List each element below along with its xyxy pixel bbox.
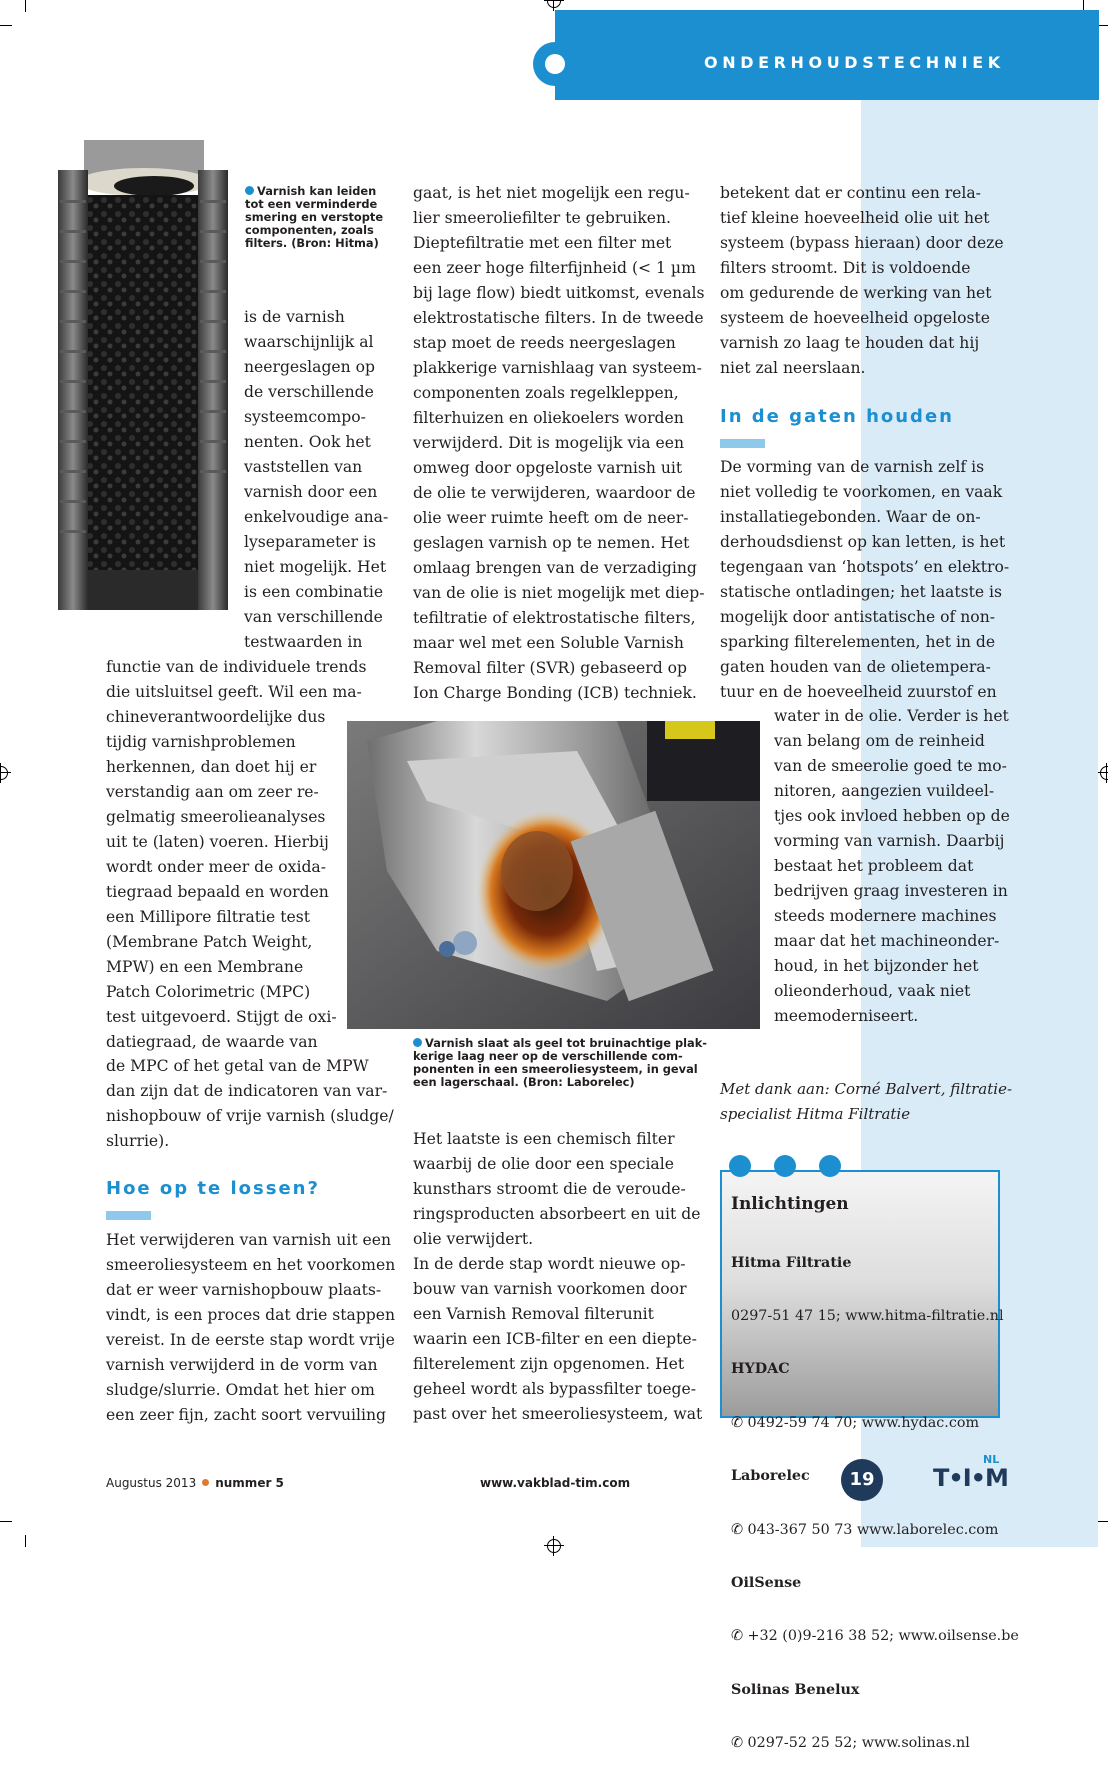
registration-mark (1100, 766, 1108, 780)
caption-text: Varnish slaat als geel tot bruinachtige plak- kerige laag neer op de verschillende com- ponenten in een smeeroliesysteem, in geval een lagerschaal. (Bron: Laborelec) (413, 1036, 708, 1089)
footer-website: www.vakblad-tim.com (480, 1476, 631, 1490)
info-company: HYDAC (731, 1361, 790, 1378)
header-dot (545, 54, 565, 74)
info-dot (819, 1155, 841, 1177)
registration-mark (547, 1539, 561, 1553)
caption-bullet (245, 186, 254, 195)
info-company: Hitma Filtratie (731, 1254, 852, 1271)
body-text: Het verwijderen van varnish uit een smeeroliesysteem en het voorkomen dat er weer varnishopbouw plaats- vindt, is een proces dat drie stappen vereist. In de eerste stap wordt vrije varnish verwijderd in de vorm van sludge/slurrie. Omdat het hier om een zeer fijn, zacht soort vervuiling (106, 1231, 396, 1424)
body-text: functie van de individuele trends die uitsluitsel geeft. Wil een ma- (106, 658, 367, 701)
body-text: gaat, is het niet mogelijk een regu- lier smeeroliefilter te gebruiken. Dieptefiltratie met een filter met een zeer hoge filterfijnheid (< 1 µm bij lage flow) biedt uitkomst, evenals elektrostatische filters. In de tweede stap moet de reeds neergeslagen plakkerige varnishlaag van systeem- componenten zoals regelkleppen, filterhuizen en oliekoelers worden verwijderd. Dit is mogelijk via een omweg door opgeloste varnish uit de olie te verwijderen, waardoor de olie weer ruimte heeft om de neer- geslagen varnish op te nemen. Het omlaag brengen van de verzadiging van de olie is niet mogelijk met diep- tefiltratie of elektrostatische filters, maar wel met een Soluble Varnish Removal filter (SVR) gebaseerd op Ion Charge Bonding (ICB) techniek. (413, 184, 705, 702)
info-contact: ✆ 0492-59 74 70; www.hydac.com (731, 1414, 980, 1431)
filter-photo (58, 140, 230, 618)
body-text: De vorming van de varnish zelf is niet volledig te voorkomen, en vaak installatiegebonden. Waar de on- derhoudsdienst op kan letten, is het tegengaan van ‘hotspots’ en elektro- statische ontladingen; het laatste is mogelijk door antistatische of non- sparking filterelementen, het in de gaten houden van de olietempera- tuur en de hoeveelheid zuurstof en (720, 458, 1010, 701)
section-heading: Hoe op te lossen? (106, 1178, 320, 1199)
footer-date: Augustus 2013 (106, 1476, 197, 1490)
section-title: ONDERHOUDSTECHNIEK (704, 53, 1005, 72)
footer-issue (106, 1476, 284, 1490)
info-company: Laborelec (731, 1468, 810, 1485)
heading-underline (720, 439, 765, 448)
body-text: betekent dat er continu een rela- tief kleine hoeveelheid olie uit het systeem (bypass hieraan) door deze filters stroomt. Dit is voldoende om gedurende de werking van het systeem de hoeveelheid opgeloste varnish zo laag te houden dat hij niet zal neerslaan. (720, 184, 1004, 377)
logo-text: T•I•M (933, 1464, 1008, 1492)
logo-superscript: NL (983, 1453, 1000, 1466)
caption-text: Varnish kan leiden tot een verminderde smering en verstopte componenten, zoals filters. (Bron: Hitma) (245, 184, 384, 250)
footer-issue-number: nummer 5 (215, 1476, 284, 1490)
registration-mark (0, 766, 8, 780)
body-text: chineverantwoordelijke dus tijdig varnishproblemen herkennen, dan doet hij er verstandig aan om zeer re- gelmatig smeerolieanalyses uit te (laten) voeren. Hierbij wordt onder meer de oxida- tiegraad bepaald en worden een Millipore filtratie test (Membrane Patch Weight, MPW) en een Membrane Patch Colorimetric (MPC) test uitgevoerd. Stijgt de oxi- datiegraad, de waarde van (106, 708, 337, 1051)
info-contact: 0297-51 47 15; www.hitma-filtratie.nl (731, 1307, 1004, 1324)
bearing-photo (347, 721, 760, 1029)
credit-note: Met dank aan: Corné Balvert, filtratie- specialist Hitma Filtratie (720, 1080, 1013, 1123)
page-number: 19 (841, 1459, 883, 1501)
info-contact: ✆ 0297-52 25 52; www.solinas.nl (731, 1735, 970, 1752)
body-text: is de varnish waarschijnlijk al neergeslagen op de verschillende systeemcompo- nenten. Ook het vaststellen van varnish door een enkelvoudige ana- lyseparameter is niet mogelijk. Het is een combinatie van verschillende testwaarden in (244, 308, 389, 651)
info-contact: ✆ +32 (0)9-216 38 52; www.oilsense.be (731, 1628, 1019, 1645)
section-heading: In de gaten houden (720, 406, 954, 427)
info-dot (774, 1155, 796, 1177)
body-text: water in de olie. Verder is het van belang om de reinheid van de smeerolie goed te mo- nitoren, aangezien vuildeel- tjes ook invloed hebben op de vorming van varnish. Daarbij bestaat het probleem dat bedrijven graag investeren in steeds modernere machines maar dat het machineonder- houd, in het bijzonder het olieonderhoud, vaak niet meemoderniseert. (774, 707, 1010, 1025)
photo-caption (413, 1037, 707, 1089)
info-contact: ✆ 043-367 50 73 www.laborelec.com (731, 1521, 999, 1538)
info-dot (729, 1155, 751, 1177)
info-company: Solinas Benelux (731, 1681, 860, 1698)
info-title: Inlichtingen (731, 1194, 849, 1214)
tim-logo (933, 1453, 1008, 1494)
footer-dot (202, 1479, 209, 1486)
photo-caption (245, 185, 383, 250)
heading-underline (106, 1211, 151, 1220)
body-text: de MPC of het getal van de MPW dan zijn dat de indicatoren van var- nishopbouw of vrije varnish (sludge/ slurrie). (106, 1057, 394, 1150)
info-company: OilSense (731, 1574, 802, 1591)
caption-bullet (413, 1038, 422, 1047)
body-text: Het laatste is een chemisch filter waarbij de olie door een speciale kunsthars stroomt die de veroude- ringsproducten absorbeert en uit de olie verwijdert. In de derde stap wordt nieuwe op- bouw van varnish voorkomen door een Varnish Removal filterunit waarin een ICB-filter en een diepte- filterelement zijn opgenomen. Het geheel wordt als bypassfilter toege- past over het smeeroliesysteem, wat (413, 1130, 703, 1423)
registration-mark (547, 0, 561, 8)
